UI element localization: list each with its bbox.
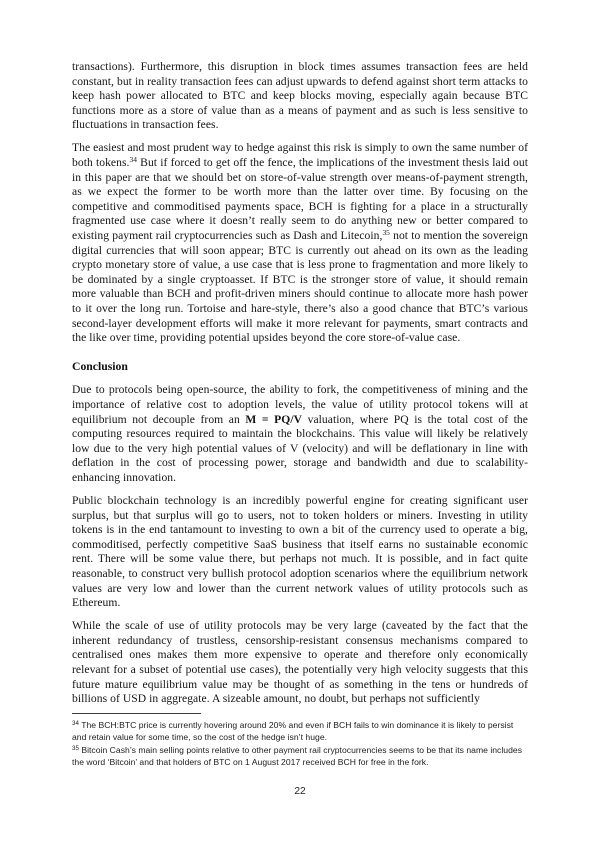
paragraph-hedge-text-2: But if forced to get off the fence, the implications of the investment thesis laid out in this paper are that we should bet on store-of-value strength over means-of-payment strength, as we expect the former to be worth more than the latter over time. By focusing on the competitive and commoditised payments space, BCH is fighting for a place in a structurally fragmented use case where it doesn’t really seem to do anything new or better compared to existing payment rail cryptocurrencies such as Dash and Litecoin,: [72, 156, 528, 243]
footnote-35: [72, 744, 530, 768]
valuation-formula: M = PQ/V: [245, 412, 303, 426]
paragraph-conclusion-protocols: [72, 383, 528, 485]
footnote-separator-rule: [72, 713, 201, 714]
paragraph-conclusion-text-1: Due to protocols being open-source, the ability to fork, the competitiveness of mining and the importance of relative cost to adoption levels, the value of utility protocol tokens will at equilibrium not decouple from an: [72, 383, 528, 426]
page-number: 22: [294, 786, 306, 797]
paragraph-hedge: [72, 141, 528, 345]
paragraph-conclusion-surplus: Public blockchain technology is an incredibly powerful engine for creating significant user surplus, but that surplus will go to users, not to token holders or miners. Investing in utility tokens is in the end tantamount to investing to own a bit of the currency used to operate a big, commoditised, perfectly competitive SaaS business that itself earns no sustainable economic rent. There will be some value there, but perhaps not much. It is possible, and in fact quite reasonable, to construct very bullish protocol adoption scenarios where the equilibrium network values are very low and lower than the current network values of utility protocols such as Ethereum.: [72, 494, 528, 610]
footnote-34-text: The BCH:BTC price is currently hovering around 20% and even if BCH fails to win dominance it is likely to persist and retain value for some time, so the cost of the hedge isn’t huge.: [72, 720, 514, 743]
paragraph-hedge-text-3: not to mention the sovereign digital currencies that will soon appear; BTC is currently out ahead on its own as the leading crypto monetary store of value, a use case that is less prone to fragmentation and more likely to be dominated by a single cryptoasset. If BTC is the stronger store of value, it should remain more valuable than BCH and profit-driven miners should continue to allocate more hash power to it over the long run. Tortoise and hare-style, there’s also a good chance that BTC’s various second-layer development efforts will make it more relevant for payments, smart contracts and the like over time, providing potential upsides beyond the core store-of-value case.: [72, 229, 528, 345]
section-heading-conclusion: Conclusion: [72, 359, 128, 373]
paragraph-hedge-text-1: The easiest and most prudent way to hedge against this risk is simply to own the same number of both tokens.: [72, 141, 528, 170]
footnote-number-34[interactable]: 34: [72, 719, 79, 727]
footnote-34: [72, 719, 530, 743]
footnote-number-35[interactable]: 35: [72, 744, 79, 752]
footnote-reference-35[interactable]: 35: [382, 227, 390, 237]
paragraph-conclusion-scale: While the scale of use of utility protocols may be very large (caveated by the fact that the inherent redundancy of trustless, censorship-resistant consensus mechanisms compared to centralised ones makes them more expensive to operate and therefore only economically relevant for a subset of potential use cases), the potentially very high velocity suggests that this future mature equilibrium value may be thought of as something in the tens or hundreds of billions of USD in aggregate. A sizeable amount, no doubt, but perhaps not sufficiently: [72, 619, 528, 706]
paragraph-conclusion-text-2: valuation, where PQ is the total cost of the computing resources required to maintain the blockchains. This value will likely be relatively low due to the very high potential values of V (velocity) and will be deflationary in line with deflation in the cost of processing power, storage and bandwidth and due to scalability-enhancing innovation.: [72, 412, 528, 484]
paragraph-transactions-disruption: transactions). Furthermore, this disruption in block times assumes transaction fees are held constant, but in reality transaction fees can adjust upwards to defend against short term attacks to keep hash power allocated to BTC and keep blocks moving, especially again because BTC functions more as a store of value than as a means of payment and as such is less sensitive to fluctuations in transaction fees.: [72, 60, 528, 132]
footnote-35-text: Bitcoin Cash’s main selling points relative to other payment rail cryptocurrencies seems to be that its name includes the word ‘Bitcoin’ and that holders of BTC on 1 August 2017 received BCH for free in the fork.: [72, 744, 523, 768]
footnote-reference-34[interactable]: 34: [129, 154, 137, 164]
footnote-area: [72, 713, 530, 769]
page-body-content: [72, 60, 528, 707]
